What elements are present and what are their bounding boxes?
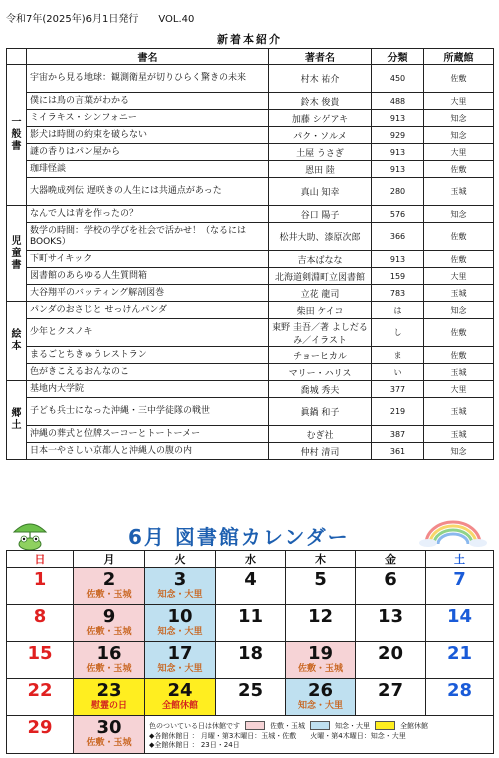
day-number: 30	[96, 717, 122, 738]
issue-line	[6, 10, 236, 25]
calendar-day	[145, 642, 216, 679]
closure-note: 全館休館	[161, 701, 198, 711]
day-number: 7	[453, 569, 466, 590]
calendar-day	[426, 605, 494, 642]
book-library: 玉城	[424, 426, 494, 443]
header-title: 書名	[27, 49, 269, 65]
book-class: し	[372, 319, 424, 347]
book-library: 知念	[424, 302, 494, 319]
legend-intro: 色のついている日は休館です	[149, 721, 240, 730]
calendar-day	[286, 605, 356, 642]
closure-note: 佐敷・玉城	[86, 590, 132, 600]
book-library: 大里	[424, 381, 494, 398]
calendar-day	[7, 605, 74, 642]
book-title: ミイラキス・シンフォニー	[27, 110, 269, 127]
book-author: 村木 祐介	[269, 65, 372, 93]
book-class: は	[372, 302, 424, 319]
book-author: 恩田 陸	[269, 161, 372, 178]
category-label	[7, 206, 27, 302]
day-number: 3	[173, 569, 187, 590]
book-library: 玉城	[424, 285, 494, 302]
books-header-row	[7, 49, 494, 65]
calendar-day	[216, 568, 286, 605]
calendar-day	[216, 679, 286, 716]
book-author: むぎ社	[269, 426, 372, 443]
closure-note: 慰霊の日	[90, 701, 127, 711]
book-row	[7, 347, 494, 364]
day-number: 23	[96, 680, 122, 701]
book-library: 大里	[424, 93, 494, 110]
book-library: 佐敷	[424, 223, 494, 251]
category-name: 絵本	[11, 329, 22, 352]
closure-note: 佐敷・玉城	[297, 664, 343, 674]
calendar-day	[74, 605, 145, 642]
day-number: 20	[377, 643, 404, 664]
blue-swatch	[310, 721, 330, 730]
book-library: 佐敷	[424, 347, 494, 364]
calendar-day	[356, 568, 426, 605]
calendar-week	[7, 605, 494, 642]
calendar-day	[145, 679, 216, 716]
category-name: 郷土	[11, 408, 22, 431]
header-class: 分類	[372, 49, 424, 65]
book-class: 361	[372, 443, 424, 460]
frog-umbrella-icon	[10, 518, 50, 550]
category-label	[7, 381, 27, 460]
book-row	[7, 161, 494, 178]
calendar-day	[74, 642, 145, 679]
day-number: 18	[237, 643, 264, 664]
closure-legend	[145, 716, 494, 754]
book-title: 少年とクスノキ	[27, 319, 269, 347]
book-class: 913	[372, 110, 424, 127]
book-author: 加藤 シゲアキ	[269, 110, 372, 127]
closure-note: 知念・大里	[157, 627, 203, 637]
calendar-day	[356, 679, 426, 716]
book-library: 佐敷	[424, 65, 494, 93]
book-title: 謎の香りはパン屋から	[27, 144, 269, 161]
calendar-day	[145, 568, 216, 605]
book-class: 913	[372, 161, 424, 178]
header-author: 著者名	[269, 49, 372, 65]
book-title: 僕には鳥の言葉がわかる	[27, 93, 269, 110]
day-number: 4	[244, 569, 257, 590]
book-class: 913	[372, 144, 424, 161]
closure-note: 佐敷・玉城	[86, 627, 132, 637]
day-number: 21	[446, 643, 473, 664]
book-class: 488	[372, 93, 424, 110]
book-row	[7, 127, 494, 144]
closure-note: 知念・大里	[297, 701, 343, 711]
book-row	[7, 93, 494, 110]
calendar-day	[74, 679, 145, 716]
book-author: 松井大助、漆原次郎	[269, 223, 372, 251]
calendar-day	[7, 568, 74, 605]
rainbow-icon	[418, 518, 488, 548]
day-number: 22	[27, 680, 53, 701]
legend-line-1: ◆各館休館日 ： 月曜・第3木曜日：玉城・佐敷 火曜・第4木曜日：知念・大里	[149, 732, 406, 740]
calendar-day	[286, 568, 356, 605]
closure-note: 佐敷・玉城	[86, 664, 132, 674]
day-number: 12	[307, 606, 334, 627]
legend-blue-label: 知念・大里	[335, 721, 370, 730]
book-title: 珈琲怪談	[27, 161, 269, 178]
book-title: 日本一やさしい京都人と沖縄人の腹の内	[27, 443, 269, 460]
weekday-sunday: 日	[7, 551, 74, 568]
book-row	[7, 443, 494, 460]
book-row	[7, 206, 494, 223]
book-title: 下町サイキック	[27, 251, 269, 268]
book-library: 玉城	[424, 398, 494, 426]
book-author: 眞鍋 和子	[269, 398, 372, 426]
book-row	[7, 144, 494, 161]
calendar-day	[356, 642, 426, 679]
calendar-day	[74, 568, 145, 605]
closure-note: 知念・大里	[157, 590, 203, 600]
book-row	[7, 302, 494, 319]
book-title: 子ども兵士になった沖縄・三中学徒隊の戦世	[27, 398, 269, 426]
book-class: 929	[372, 127, 424, 144]
book-class: ま	[372, 347, 424, 364]
book-author: 吉本ばなな	[269, 251, 372, 268]
book-author: 柴田 ケイコ	[269, 302, 372, 319]
legend-yellow-label: 全館休館	[400, 721, 428, 730]
book-library: 大里	[424, 268, 494, 285]
closure-note: 佐敷・玉城	[86, 738, 132, 748]
new-books-table	[6, 48, 494, 460]
new-books-title: 新着本紹介	[217, 33, 282, 46]
book-title: なんで人は青を作ったの？	[27, 206, 269, 223]
day-number: 17	[167, 643, 193, 664]
weekday-row	[7, 551, 494, 568]
calendar-day	[356, 605, 426, 642]
book-class: 377	[372, 381, 424, 398]
weekday-saturday: 土	[426, 551, 494, 568]
weekday-monday: 月	[74, 551, 145, 568]
calendar-day	[216, 642, 286, 679]
calendar-day	[74, 716, 145, 754]
day-number: 25	[237, 680, 264, 701]
calendar-week	[7, 716, 494, 754]
book-row	[7, 65, 494, 93]
book-row	[7, 398, 494, 426]
day-number: 16	[96, 643, 122, 664]
book-class: 913	[372, 251, 424, 268]
book-author: 谷口 陽子	[269, 206, 372, 223]
book-row	[7, 178, 494, 206]
day-number: 2	[102, 569, 116, 590]
day-number: 24	[167, 680, 193, 701]
calendar-day	[7, 642, 74, 679]
calendar-day	[426, 568, 494, 605]
book-library: 知念	[424, 206, 494, 223]
book-title: パンダのおさじと せっけんパンダ	[27, 302, 269, 319]
book-class: 366	[372, 223, 424, 251]
book-title: 基地内大学院	[27, 381, 269, 398]
calendar-header	[6, 518, 493, 548]
book-class: 783	[372, 285, 424, 302]
book-row	[7, 110, 494, 127]
calendar-day	[7, 679, 74, 716]
book-title: 大器晩成列伝 遅咲きの人生には共通点があった	[27, 178, 269, 206]
book-library: 佐敷	[424, 251, 494, 268]
book-class: 159	[372, 268, 424, 285]
day-number: 11	[237, 606, 264, 627]
calendar-title: 6月 図書館カレンダー	[128, 525, 350, 549]
calendar-day	[286, 679, 356, 716]
category-name: 児童書	[11, 235, 22, 271]
yellow-swatch	[375, 721, 395, 730]
book-author: 鈴木 俊貴	[269, 93, 372, 110]
issue-date: 令和7年(2025年)6月1日発行	[6, 14, 139, 25]
volume-number: VOL.40	[158, 14, 195, 25]
day-number: 8	[33, 606, 47, 627]
book-library: 玉城	[424, 178, 494, 206]
day-number: 28	[446, 680, 473, 701]
day-number: 14	[446, 606, 473, 627]
book-title: まるごとちきゅうレストラン	[27, 347, 269, 364]
book-author: 土屋 うさぎ	[269, 144, 372, 161]
book-title: 図書館のあらゆる人生質問箱	[27, 268, 269, 285]
book-row	[7, 319, 494, 347]
calendar-day	[145, 605, 216, 642]
book-author: 喬城 秀夫	[269, 381, 372, 398]
day-number: 6	[384, 569, 397, 590]
book-class: 387	[372, 426, 424, 443]
header-library: 所蔵館	[424, 49, 494, 65]
book-title: 沖縄の葬式と位牌スーコーとトートーメー	[27, 426, 269, 443]
category-label	[7, 302, 27, 381]
calendar-week	[7, 568, 494, 605]
pink-swatch	[245, 721, 265, 730]
book-author: 北海道剣淵町立図書館	[269, 268, 372, 285]
weekday-wednesday: 水	[216, 551, 286, 568]
category-name: 一般書	[11, 117, 22, 152]
book-library: 佐敷	[424, 319, 494, 347]
book-class: 450	[372, 65, 424, 93]
day-number: 10	[167, 606, 193, 627]
book-title: 色がきこえるおんなのこ	[27, 364, 269, 381]
calendar-day	[7, 716, 74, 754]
book-row	[7, 268, 494, 285]
calendar-week	[7, 642, 494, 679]
book-row	[7, 285, 494, 302]
book-row	[7, 426, 494, 443]
day-number: 9	[102, 606, 116, 627]
book-library: 知念	[424, 443, 494, 460]
weekday-friday: 金	[356, 551, 426, 568]
book-row	[7, 223, 494, 251]
day-number: 13	[377, 606, 404, 627]
calendar-table	[6, 550, 494, 754]
day-number: 26	[307, 680, 334, 701]
calendar-week	[7, 679, 494, 716]
book-title: 影犬は時間の約束を破らない	[27, 127, 269, 144]
book-author: チョーヒカル	[269, 347, 372, 364]
day-number: 19	[307, 643, 334, 664]
legend-swatches	[149, 719, 489, 732]
legend-pink-label: 佐敷・玉城	[270, 721, 305, 730]
category-label	[7, 65, 27, 206]
book-title: 大谷翔平のバッティング解剖図巻	[27, 285, 269, 302]
book-author: パク・ソルメ	[269, 127, 372, 144]
book-author: 真山 知幸	[269, 178, 372, 206]
book-class: 219	[372, 398, 424, 426]
book-library: 知念	[424, 127, 494, 144]
book-author: マリー・ハリス	[269, 364, 372, 381]
weekday-tuesday: 火	[145, 551, 216, 568]
weekday-thursday: 木	[286, 551, 356, 568]
book-class: 576	[372, 206, 424, 223]
calendar-day	[426, 679, 494, 716]
book-title: 宇宙から見る地球：観測衛星が切りひらく驚きの未来	[27, 65, 269, 93]
book-library: 知念	[424, 110, 494, 127]
book-library: 大里	[424, 144, 494, 161]
day-number: 15	[27, 643, 53, 664]
calendar-day	[216, 605, 286, 642]
day-number: 1	[33, 569, 47, 590]
book-library: 佐敷	[424, 161, 494, 178]
day-number: 27	[377, 680, 404, 701]
book-class: 280	[372, 178, 424, 206]
book-library: 玉城	[424, 364, 494, 381]
calendar-day	[286, 642, 356, 679]
book-author: 東野 圭吾／著 よしだるみ／イラスト	[269, 319, 372, 347]
day-number: 5	[314, 569, 327, 590]
closure-note: 知念・大里	[157, 664, 203, 674]
calendar-day	[426, 642, 494, 679]
book-title: 数学の時間：学校の学びを社会で活かせ！（なるにはBOOKS）	[27, 223, 269, 251]
day-number: 29	[27, 717, 53, 738]
book-class: い	[372, 364, 424, 381]
legend-line-2: ◆全館休館日 ： 23日・24日	[149, 741, 240, 749]
new-books-section	[6, 32, 493, 460]
book-row	[7, 381, 494, 398]
book-row	[7, 364, 494, 381]
book-author: 仲村 清司	[269, 443, 372, 460]
book-row	[7, 251, 494, 268]
book-author: 立花 龍司	[269, 285, 372, 302]
